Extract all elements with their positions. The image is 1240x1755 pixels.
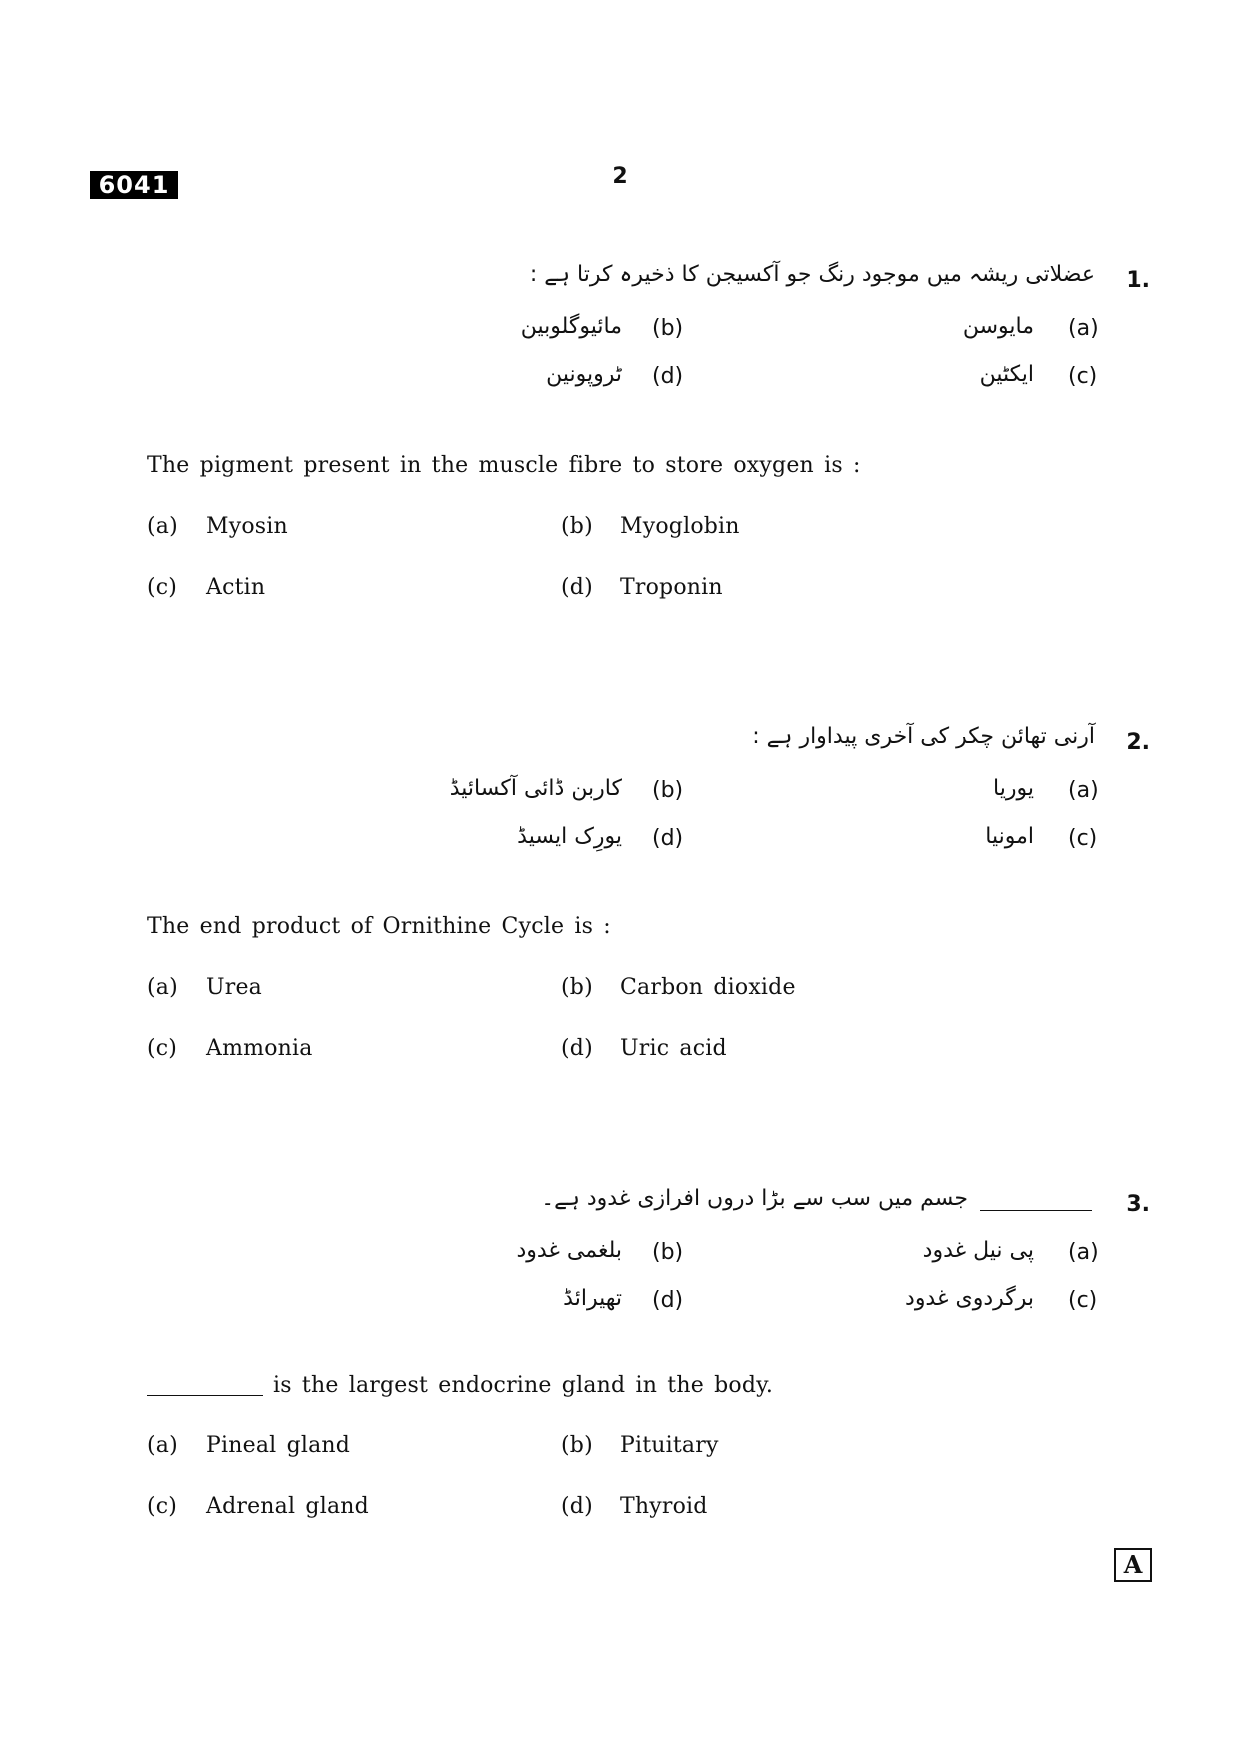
urdu-option-a: مایوسن bbox=[962, 314, 1034, 339]
urdu-option-label-a: (a) bbox=[1068, 778, 1099, 803]
urdu-question-stem: جسم میں سب سے بڑا دروں افرازی غدود ہے۔ bbox=[541, 1186, 968, 1211]
urdu-option-b: مائیوگلوبین bbox=[520, 314, 622, 339]
urdu-option-label-c: (c) bbox=[1068, 364, 1098, 389]
english-option-label-a: (a) bbox=[147, 975, 178, 1000]
urdu-option-label-d: (d) bbox=[652, 826, 684, 851]
urdu-option-label-b: (b) bbox=[652, 778, 684, 803]
question-number: 3. bbox=[1126, 1192, 1150, 1217]
urdu-option-label-c: (c) bbox=[1068, 826, 1098, 851]
urdu-option-label-b: (b) bbox=[652, 316, 684, 341]
urdu-option-label-d: (d) bbox=[652, 1288, 684, 1313]
english-option-d: Troponin bbox=[620, 575, 723, 600]
english-option-label-b: (b) bbox=[561, 975, 593, 1000]
english-option-label-d: (d) bbox=[561, 575, 593, 600]
english-option-label-c: (c) bbox=[147, 575, 178, 600]
urdu-option-label-b: (b) bbox=[652, 1240, 684, 1265]
urdu-option-b: بلغمی غدود bbox=[516, 1238, 622, 1263]
urdu-option-label-d: (d) bbox=[652, 364, 684, 389]
english-option-a: Urea bbox=[206, 975, 262, 1000]
english-option-label-c: (c) bbox=[147, 1036, 178, 1061]
urdu-option-label-a: (a) bbox=[1068, 1240, 1099, 1265]
english-option-label-b: (b) bbox=[561, 514, 593, 539]
urdu-option-a: پی نیل غدود bbox=[922, 1238, 1034, 1263]
english-option-a: Myosin bbox=[206, 514, 288, 539]
english-option-label-b: (b) bbox=[561, 1433, 593, 1458]
english-question-stem: is the largest endocrine gland in the body. bbox=[273, 1373, 774, 1398]
english-option-b: Carbon dioxide bbox=[620, 975, 796, 1000]
urdu-option-label-c: (c) bbox=[1068, 1288, 1098, 1313]
urdu-question-stem: عضلاتی ریشہ میں موجود رنگ جو آکسیجن کا ذخیرہ کرتا ہے : bbox=[529, 262, 1095, 287]
urdu-option-c: برگردوی غدود bbox=[905, 1286, 1034, 1311]
english-option-b: Myoglobin bbox=[620, 514, 740, 539]
urdu-option-label-a: (a) bbox=[1068, 316, 1099, 341]
english-option-label-a: (a) bbox=[147, 1433, 178, 1458]
urdu-option-d: تھیرائڈ bbox=[563, 1286, 622, 1311]
english-option-c: Ammonia bbox=[206, 1036, 313, 1061]
urdu-option-b: کاربن ڈائی آکسائیڈ bbox=[449, 776, 622, 801]
english-option-a: Pineal gland bbox=[206, 1433, 351, 1458]
urdu-option-d: ٹروپونین bbox=[546, 362, 622, 387]
english-option-b: Pituitary bbox=[620, 1433, 719, 1458]
english-question-stem: The pigment present in the muscle fibre to store oxygen is : bbox=[147, 453, 861, 478]
urdu-option-c: امونیا bbox=[985, 824, 1034, 849]
english-question-stem: The end product of Ornithine Cycle is : bbox=[147, 914, 611, 939]
question-number: 1. bbox=[1126, 268, 1150, 293]
english-option-label-d: (d) bbox=[561, 1494, 593, 1519]
english-option-label-d: (d) bbox=[561, 1036, 593, 1061]
question-number: 2. bbox=[1126, 730, 1150, 755]
english-option-c: Actin bbox=[206, 575, 266, 600]
urdu-option-a: یوریا bbox=[993, 776, 1034, 801]
english-option-d: Uric acid bbox=[620, 1036, 727, 1061]
english-option-label-a: (a) bbox=[147, 514, 178, 539]
english-option-c: Adrenal gland bbox=[206, 1494, 369, 1519]
english-option-d: Thyroid bbox=[620, 1494, 708, 1519]
page-number: 2 bbox=[612, 164, 628, 189]
english-option-label-c: (c) bbox=[147, 1494, 178, 1519]
paper-code: 6041 bbox=[90, 171, 178, 199]
booklet-series-box: A bbox=[1114, 1548, 1152, 1582]
urdu-option-c: ایکٹین bbox=[979, 362, 1034, 387]
english-blank-line bbox=[147, 1395, 263, 1396]
urdu-option-d: یورِک ایسیڈ bbox=[517, 824, 622, 849]
urdu-blank-line bbox=[980, 1210, 1092, 1211]
urdu-question-stem: آرنی تھائن چکر کی آخری پیداوار ہے : bbox=[752, 724, 1095, 749]
